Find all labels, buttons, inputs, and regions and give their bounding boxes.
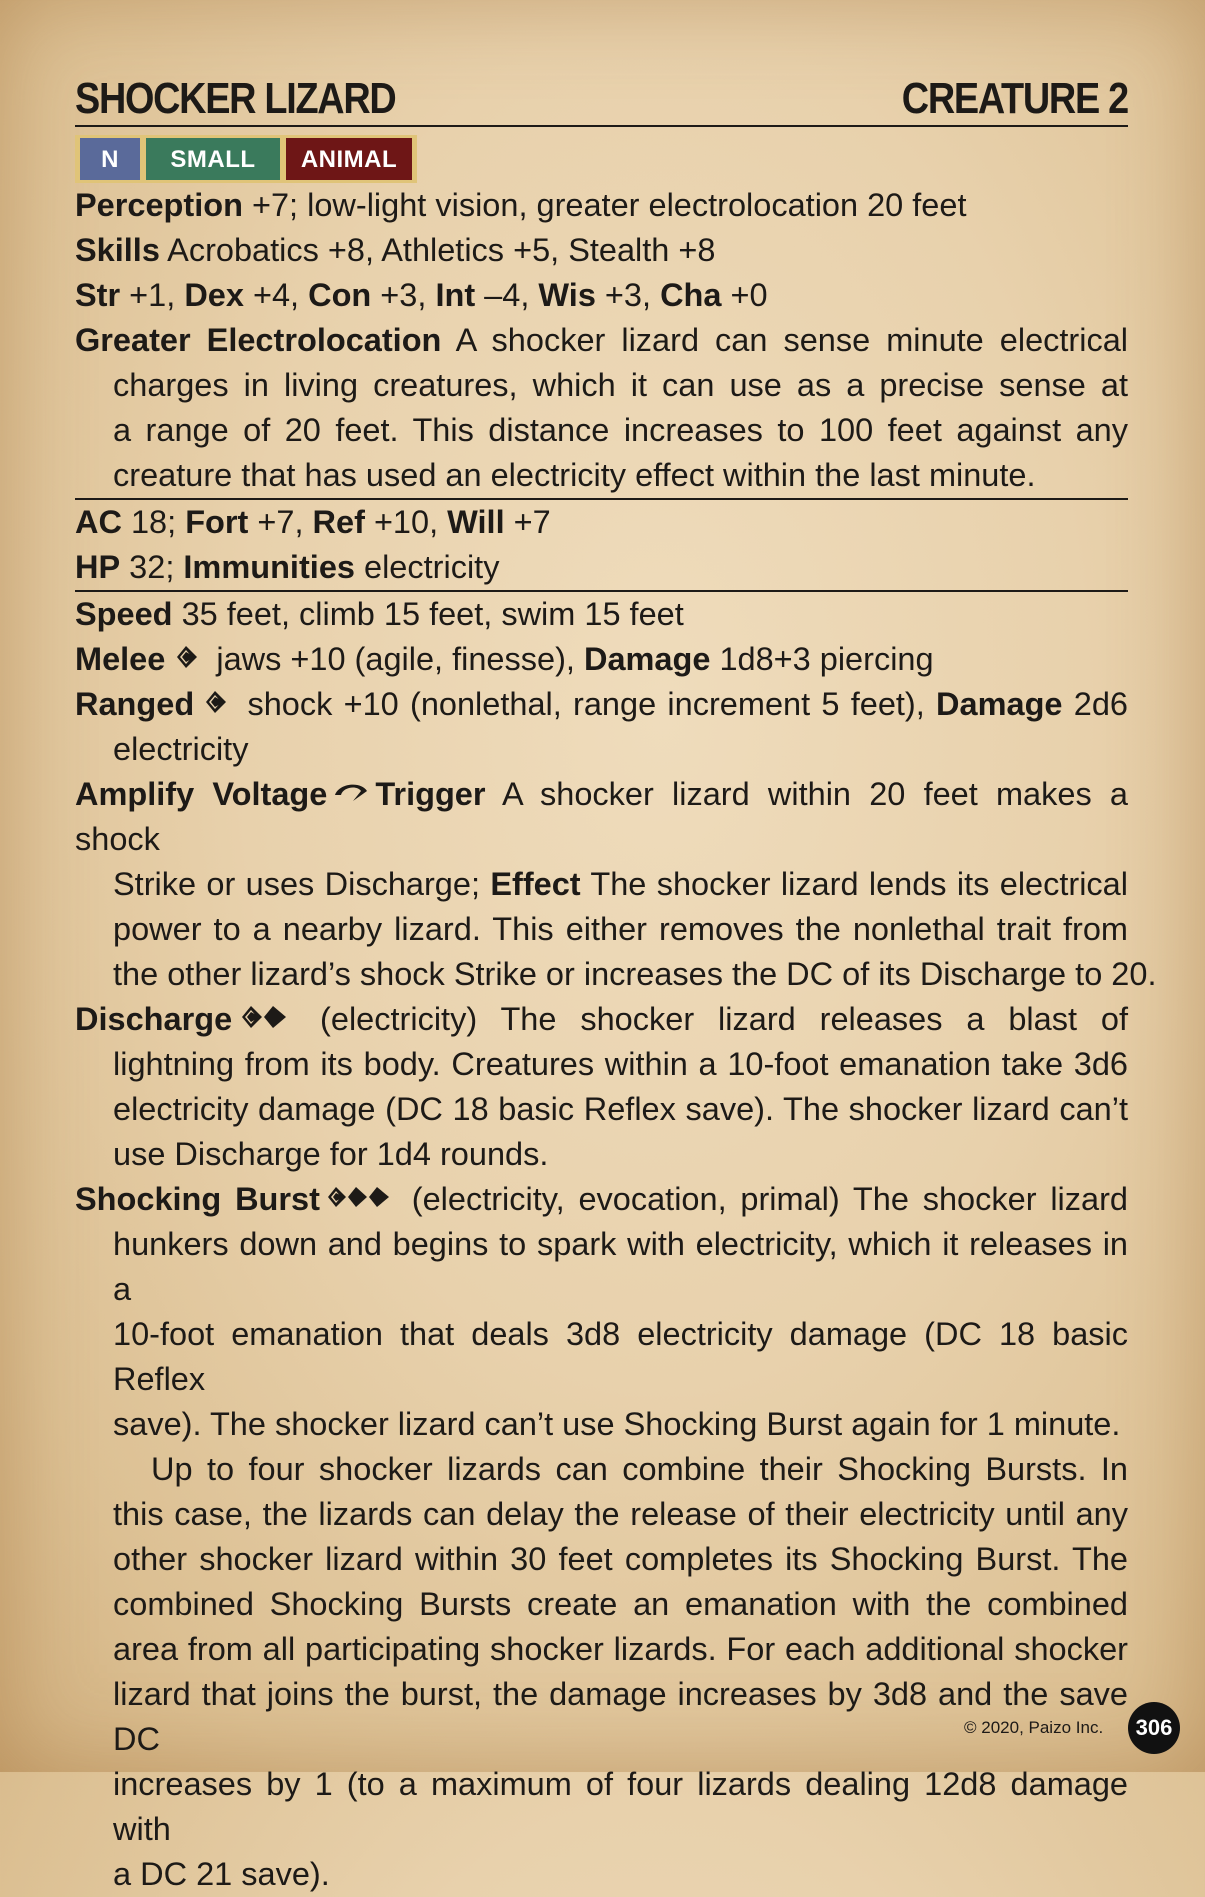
amplify-voltage-line-4: the other lizard’s shock Strike or increases the DC of its Discharge to 20. <box>113 956 1157 992</box>
speed-line: Speed 35 feet, climb 15 feet, swim 15 feet <box>75 590 1128 637</box>
trait-size: SMALL <box>146 138 280 180</box>
greater-electrolocation-line-4: creature that has used an electricity effect within the last minute. <box>113 457 1036 493</box>
hp-line: HP 32; Immunities electricity <box>75 549 500 585</box>
trait-list <box>75 135 417 183</box>
two-action-icon <box>236 1002 292 1032</box>
shocking-burst-p2-line-3: other shocker lizard within 30 feet completes its Shocking Burst. The <box>113 1541 1128 1577</box>
amplify-voltage-line-1: Amplify Voltage Trigger A shocker lizard within 20 feet makes a shock <box>75 776 1128 857</box>
ability-scores-line: Str +1, Dex +4, Con +3, Int –4, Wis +3, Cha +0 <box>75 277 768 313</box>
greater-electrolocation-line-1: Greater Electrolocation A shocker lizard can sense minute electrical <box>75 322 1129 358</box>
shocking-burst-p2-line-1: Up to four shocker lizards can combine their Shocking Bursts. In <box>151 1451 1128 1487</box>
page-number: 306 <box>1128 1702 1180 1754</box>
one-action-icon <box>198 687 232 717</box>
greater-electrolocation-line-2: charges in living creatures, which it can use as a precise sense at <box>113 367 1128 403</box>
shocking-burst-line-1: Shocking Burst (electricity, evocation, primal) The shocker lizard <box>75 1181 1129 1217</box>
three-action-icon <box>324 1182 394 1212</box>
skills-line: Skills Acrobatics +8, Athletics +5, Stealth +8 <box>75 232 716 268</box>
melee-line: Melee jaws +10 (agile, finesse), Damage 1d8+3 piercing <box>75 641 934 677</box>
creature-level: CREATURE 2 <box>901 74 1128 123</box>
shocking-burst-p2-line-5: area from all participating shocker lizards. For each additional shocker <box>113 1631 1128 1667</box>
perception-line: Perception +7; low-light vision, greater electrolocation 20 feet <box>75 187 967 223</box>
shocking-burst-p2-line-6: lizard that joins the burst, the damage increases by 3d8 and the save DC <box>113 1676 1128 1757</box>
reaction-icon <box>331 779 371 807</box>
creature-name: SHOCKER LIZARD <box>75 74 396 123</box>
title-bar <box>75 66 1128 127</box>
shocking-burst-p2-line-4: combined Shocking Bursts create an emanation with the combined <box>113 1586 1128 1622</box>
one-action-icon <box>169 642 203 672</box>
amplify-voltage-line-3: power to a nearby lizard. This either removes the nonlethal trait from <box>113 911 1128 947</box>
shocking-burst-p2-line-8: a DC 21 save). <box>113 1856 330 1892</box>
greater-electrolocation-line-3: a range of 20 feet. This distance increases to 100 feet against any <box>113 412 1128 448</box>
discharge-line-3: electricity damage (DC 18 basic Reflex save). The shocker lizard can’t <box>113 1091 1128 1127</box>
trait-animal: ANIMAL <box>286 138 412 180</box>
shocking-burst-line-4: save). The shocker lizard can’t use Shocking Burst again for 1 minute. <box>113 1406 1121 1442</box>
discharge-line-2: lightning from its body. Creatures within a 10-foot emanation take 3d6 <box>113 1046 1128 1082</box>
discharge-line-4: use Discharge for 1d4 rounds. <box>113 1136 549 1172</box>
ranged-line-2: electricity <box>113 731 249 767</box>
copyright: © 2020, Paizo Inc. <box>964 1718 1104 1737</box>
defense-line: AC 18; Fort +7, Ref +10, Will +7 <box>75 498 1128 545</box>
shocking-burst-line-3: 10-foot emanation that deals 3d8 electricity damage (DC 18 basic Reflex <box>113 1316 1128 1397</box>
amplify-voltage-line-2: Strike or uses Discharge; Effect The shocker lizard lends its electrical <box>113 866 1128 902</box>
trait-alignment: N <box>80 138 140 180</box>
shocking-burst-line-2: hunkers down and begins to spark with electricity, which it releases in a <box>113 1226 1128 1307</box>
ranged-line-1: Ranged shock +10 (nonlethal, range increment 5 feet), Damage 2d6 <box>75 686 1128 722</box>
shocking-burst-p2-line-2: this case, the lizards can delay the release of their electricity until any <box>113 1496 1128 1532</box>
shocking-burst-p2-line-7: increases by 1 (to a maximum of four lizards dealing 12d8 damage with <box>113 1766 1128 1847</box>
discharge-line-1: Discharge (electricity) The shocker lizard releases a blast of <box>75 1001 1128 1037</box>
